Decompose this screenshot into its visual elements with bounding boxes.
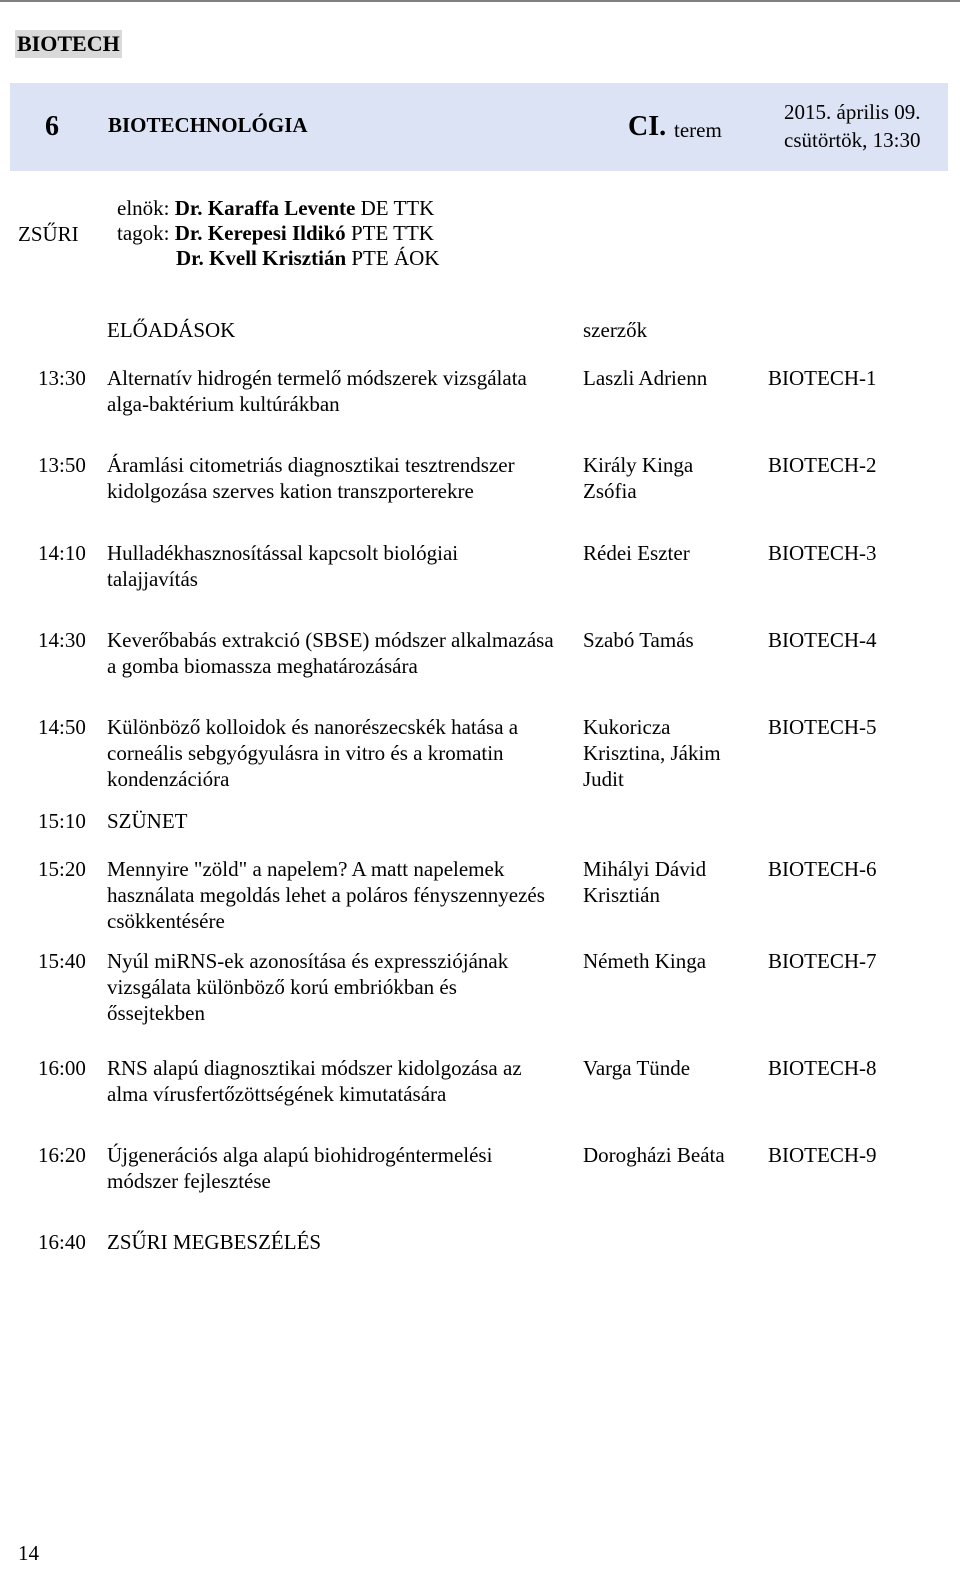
talk-code: BIOTECH-7 <box>768 949 877 973</box>
talk-time: 14:10 <box>38 541 86 565</box>
talk-title: Keverőbabás extrakció (SBSE) módszer alkalmazása a gomba biomassza meghatározására <box>107 628 554 678</box>
jury-role: elnök: <box>117 196 170 220</box>
session-banner <box>10 83 948 171</box>
jury-name: Dr. Kvell Krisztián <box>176 246 347 270</box>
jury-discussion-label: ZSŰRI MEGBESZÉLÉS <box>107 1230 322 1254</box>
session-number: 6 <box>45 111 59 142</box>
jury-member <box>176 246 439 271</box>
talk-time: 16:20 <box>38 1143 86 1167</box>
talk-time: 14:30 <box>38 628 86 652</box>
talk-code: BIOTECH-6 <box>768 857 877 881</box>
jury-label: ZSŰRI <box>18 222 79 246</box>
talk-author: Laszli Adrienn <box>583 366 708 390</box>
talk-author: Szabó Tamás <box>583 628 694 652</box>
room-code: CI. <box>628 111 667 142</box>
talk-time: 16:00 <box>38 1056 86 1080</box>
talk-time: 14:50 <box>38 715 86 739</box>
talk-title: Alternatív hidrogén termelő módszerek vizsgálata alga-baktérium kultúrákban <box>107 366 527 416</box>
talk-title: Újgenerációs alga alapú biohidrogéntermelési módszer fejlesztése <box>107 1143 493 1193</box>
talk-author: Király Kinga Zsófia <box>583 453 694 503</box>
talk-author: Mihályi Dávid Krisztián <box>583 857 707 907</box>
jury-affiliation: DE TTK <box>360 196 435 220</box>
session-day-time: csütörtök, 13:30 <box>784 128 921 152</box>
talk-author: Németh Kinga <box>583 949 707 973</box>
talk-code: BIOTECH-3 <box>768 541 877 565</box>
jury-role: tagok: <box>117 221 170 245</box>
talk-title: Különböző kolloidok és nanorészecskék hatása a corneális sebgyógyulásra in vitro és a kromatin kondenzációra <box>107 715 519 791</box>
talk-time: 15:20 <box>38 857 86 881</box>
talk-code: BIOTECH-1 <box>768 366 877 390</box>
talk-code: BIOTECH-9 <box>768 1143 877 1167</box>
talk-author: Varga Tünde <box>583 1056 691 1080</box>
talk-time: 13:50 <box>38 453 86 477</box>
talk-author: Dorogházi Beáta <box>583 1143 725 1167</box>
talk-code: BIOTECH-4 <box>768 628 877 652</box>
talk-title: Áramlási citometriás diagnosztikai tesztrendszer kidolgozása szerves kation transzporterekre <box>107 453 515 503</box>
talk-title: Mennyire "zöld" a napelem? A matt napelemek használata megoldás lehet a poláros fényszennyezés csökkentésére <box>107 857 545 933</box>
talk-time: 15:10 <box>38 809 86 833</box>
page-number: 14 <box>18 1541 39 1565</box>
talk-time: 15:40 <box>38 949 86 973</box>
talk-code: BIOTECH-8 <box>768 1056 877 1080</box>
section-tag: BIOTECH <box>17 31 120 56</box>
talk-code: BIOTECH-2 <box>768 453 877 477</box>
jury-chair <box>117 196 434 221</box>
jury-name: Dr. Kerepesi Ildikó <box>174 221 346 245</box>
talk-time: 13:30 <box>38 366 86 390</box>
talk-title: Nyúl miRNS-ek azonosítása és expressziójának vizsgálata különböző korú embriókban és őssejtekben <box>107 949 509 1025</box>
talk-time: 16:40 <box>38 1230 86 1254</box>
jury-affiliation: PTE ÁOK <box>351 246 440 270</box>
break-label: SZÜNET <box>107 809 188 833</box>
jury-affiliation: PTE TTK <box>350 221 434 245</box>
jury-name: Dr. Karaffa Levente <box>174 196 356 220</box>
talk-author: Kukoricza Krisztina, Jákim Judit <box>583 715 721 791</box>
talk-code: BIOTECH-5 <box>768 715 877 739</box>
jury-member <box>117 221 434 246</box>
top-rule <box>0 0 960 2</box>
talk-title: RNS alapú diagnosztikai módszer kidolgozása az alma vírusfertőzöttségének kimutatására <box>107 1056 522 1106</box>
talks-header: ELŐADÁSOK <box>107 318 236 342</box>
authors-header: szerzők <box>583 318 648 342</box>
session-date: 2015. április 09. <box>784 100 921 124</box>
talk-author: Rédei Eszter <box>583 541 690 565</box>
room-word: terem <box>674 118 722 142</box>
talk-title: Hulladékhasznosítással kapcsolt biológiai talajjavítás <box>107 541 459 591</box>
session-title: BIOTECHNOLÓGIA <box>108 113 308 137</box>
